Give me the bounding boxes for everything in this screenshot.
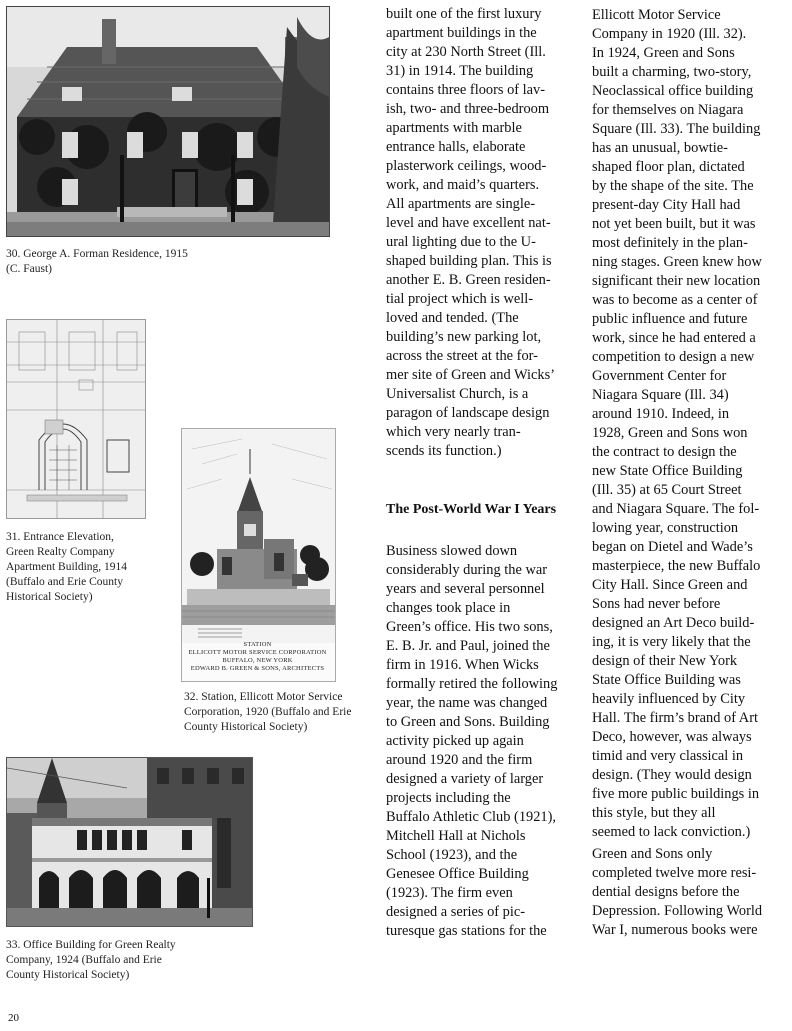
right-column-paragraph-2: Green and Sons only completed twelve more resi- dential designs before the Depression. Following World War I, numerous books were [592,846,763,938]
middle-column-paragraph-1: built one of the first luxury apartment buildings in the city at 230 North Street (Ill. 31) in 1914. The building contains three floors of lav- ish, two- and three-bedroom apartments with marble entrance halls, elaborate plasterwork ceilings, wood- work, and maid’s quarters. All apartments are single- level and have excellent nat- ural lighting due to the U- shaped building plan. This is another E. B. Green residen- tial project which is well- loved and tended. (The building’s new parking lot, across the street at the for- mer site of Green and Wicks’ Universalist Church, is a paragon of landscape design which very nearly tran- scends its function.) [386,6,555,459]
drawing-entrance-elevation [6,319,146,519]
photo-forman-residence [6,6,330,237]
caption-figure-33: 33. Office Building for Green Realty Company, 1924 (Buffalo and Erie County Historical Society) [6,939,176,981]
caption-figure-32: 32. Station, Ellicott Motor Service Corporation, 1920 (Buffalo and Erie County Historical Society) [184,691,352,733]
station-plate-text: STATION ELLICOTT MOTOR SERVICE CORPORATION BUFFALO, NEW YORK EDWARD B. GREEN & SONS, ARCHITECTS [188,641,327,672]
right-column-paragraph-1: Ellicott Motor Service Company in 1920 (Ill. 32). In 1924, Green and Sons built a charming, two-story, Neoclassical office building for themselves on Niagara Square (Ill. 33). The building has an unusual, bowtie- shaped floor plan, dictated by the shape of the site. The present-day City Hall had not yet been built, but it was most definitely in the plan- ning stages. Green knew how significant their new location was to become as a center of public influence and future work, since he had entered a competition to design a new Government Center for Niagara Square (Ill. 34) around 1910. Indeed, in 1928, Green and Sons won the contract to design the new State Office Building (Ill. 35) at 65 Court Street and Niagara Square. The fol- lowing year, construction began on Dietel and Wade’s masterpiece, the new Buffalo City Hall. Since Green and Sons had never before designed an Art Deco build- ing, it is very likely that the design of their New York State Office Building was heavily influenced by City Hall. The firm’s brand of Art Deco, however, was always timid and very classical in design. (They would design five more public buildings in this style, but they all seemed to lack conviction.) [592,7,762,840]
caption-figure-31: 31. Entrance Elevation, Green Realty Company Apartment Building, 1914 (Buffalo and Erie County Historical Society) [6,531,128,603]
photo-office-building [6,757,253,927]
middle-column-paragraph-2: Business slowed down considerably during the war years and several personnel changes took place in Green’s office. His two sons, E. B. Jr. and Paul, joined the firm in 1916. When Wicks formally retired the following year, the name was changed to Green and Sons. Building activity picked up again around 1920 and the firm designed a variety of larger projects including the Buffalo Athletic Club (1921), Mitchell Hall at Nichols School (1923), and the Genesee Office Building (1923). The firm even designed a series of pic- turesque gas stations for the [386,543,558,939]
caption-figure-30: 30. George A. Forman Residence, 1915 (C. Faust) [6,248,188,275]
page-number: 20 [8,1012,19,1024]
section-heading: The Post-World War I Years [386,502,557,517]
